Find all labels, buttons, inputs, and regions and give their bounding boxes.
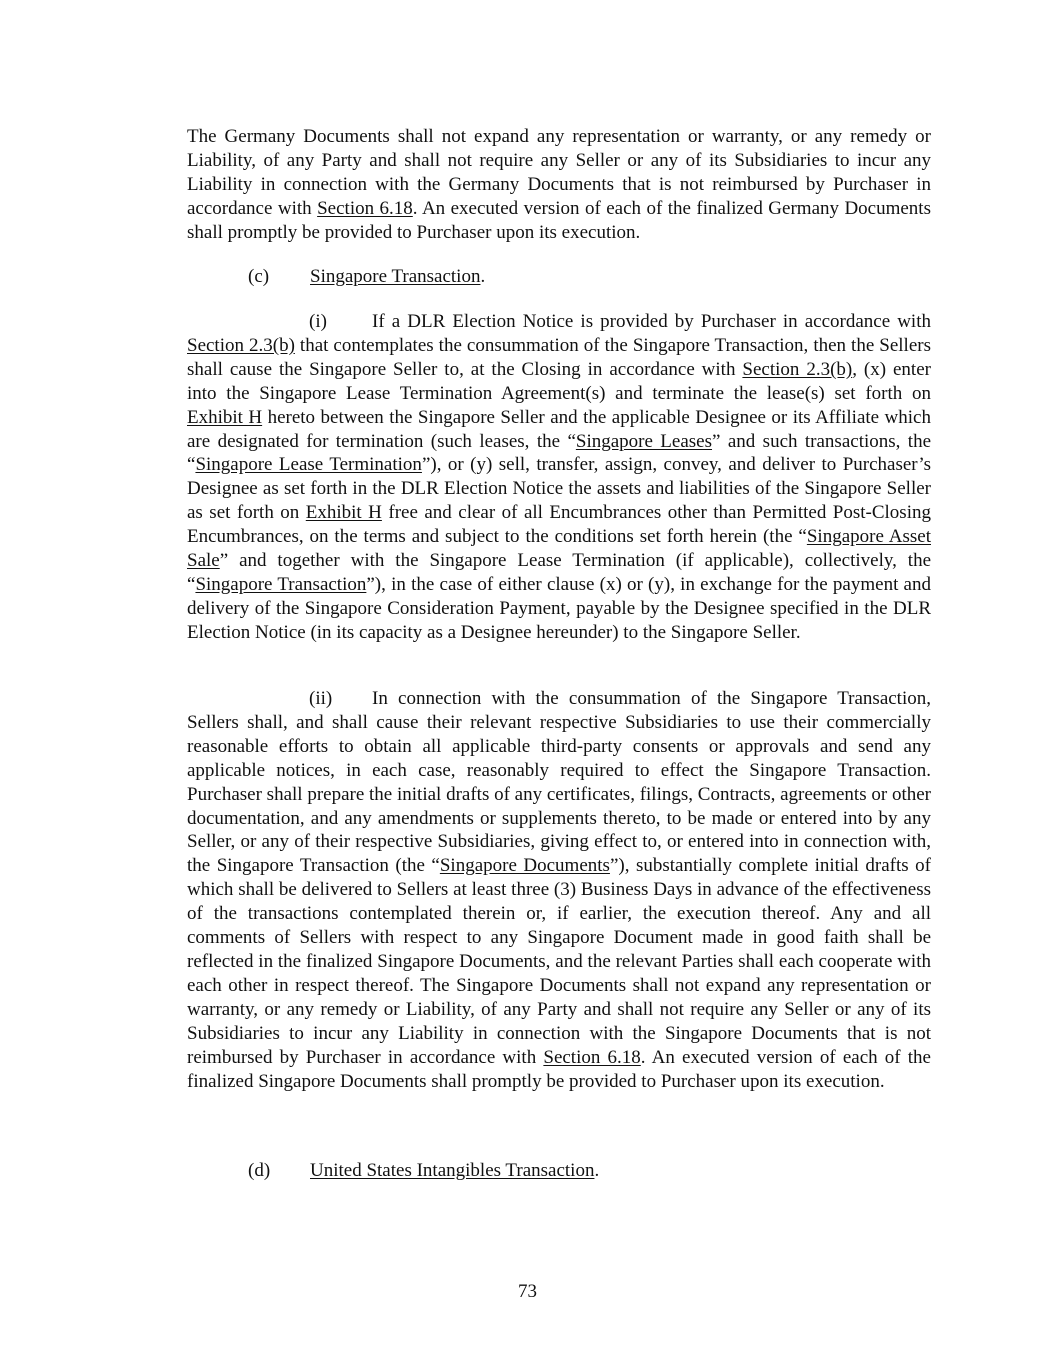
defined-term: Singapore Lease Termination xyxy=(195,454,422,476)
section-reference: Section 6.18 xyxy=(317,197,413,219)
defined-term: Singapore Leases xyxy=(575,430,713,452)
section-title: Singapore Transaction xyxy=(310,266,481,287)
text-run: . An executed version of each of the finalized Singapore Documents shall promptly be provided to Purchaser upon its execution. xyxy=(187,1046,931,1092)
text-run: that contemplates the consummation of the Singapore Transaction, then the Sellers shall cause the Singapore Seller to, at the Closing in accordance with xyxy=(187,334,931,380)
paragraph-c-i xyxy=(187,310,931,645)
text-run: If a DLR Election Notice is provided by Purchaser in accordance with xyxy=(372,311,931,332)
text-run: free and clear of all Encumbrances other than Permitted Post-Closing Encumbrances, on the terms and subject to the conditions set forth herein (the “ xyxy=(187,502,931,548)
defined-term: Singapore Documents xyxy=(439,855,610,877)
text-run: In connection with the consummation of the Singapore Transaction, Sellers shall, and shall cause their relevant respective Subsidiaries to use their commercially reasonable efforts to obtain all applicable third-party consents or approvals and send any applicable notices, in each case, reasonably required to effect the Singapore Transaction. Purchaser shall prepare the initial drafts of any certificates, filings, Contracts, agreements or other documentation, and any amendments or supplements thereto, to be made or entered into by any Seller, or any of their respective Subsidiaries, giving effect to, or entered into in connection with, the Singapore Transaction (the “ xyxy=(187,688,931,877)
section-title-period: . xyxy=(480,266,486,287)
subsection-label: (ii) xyxy=(309,688,333,709)
defined-term: Singapore Asset Sale xyxy=(187,526,931,572)
subsection-label: (i) xyxy=(309,311,327,332)
section-label: (d) xyxy=(248,1160,271,1181)
paragraph-c-ii xyxy=(187,687,931,1093)
section-label: (c) xyxy=(248,266,270,287)
exhibit-reference: Exhibit H xyxy=(305,502,382,524)
text-run: ” and together with the Singapore Lease Termination (if applicable), collectively, the “ xyxy=(187,550,931,595)
section-title-period: . xyxy=(594,1160,600,1181)
text-run: ”), in the case of either clause (x) or (y), in exchange for the payment and delivery of the Singapore Consideration Payment, payable by the Designee specified in the DLR Election Notice (in its capacity as a Designee hereunder) to the Singapore Seller. xyxy=(187,573,931,643)
section-reference: Section 2.3(b) xyxy=(742,358,853,380)
text-run: ” and such transactions, the “ xyxy=(187,430,932,476)
page-number: 73 xyxy=(518,1281,537,1302)
paragraph-germany-documents xyxy=(187,125,931,245)
text-run: . An executed version of each of the finalized Germany Documents shall promptly be provided to Purchaser upon its execution. xyxy=(187,197,931,243)
text-run: , (x) enter into the Singapore Lease Termination Agreement(s) and terminate the lease(s) set forth on xyxy=(187,358,931,404)
section-reference: Section 2.3(b) xyxy=(187,334,295,356)
section-title: United States Intangibles Transaction xyxy=(310,1160,595,1181)
section-reference: Section 6.18 xyxy=(543,1046,641,1068)
defined-term: Singapore Transaction xyxy=(195,573,367,595)
text-run: The Germany Documents shall not expand any representation or warranty, or any remedy or Liability, of any Party and shall not require any Seller or any of its Subsidiaries to incur any Liability in connection with the Germany Documents that is not reimbursed by Purchaser in accordance with xyxy=(187,126,931,219)
text-run: ”), or (y) sell, transfer, assign, convey, and deliver to Purchaser’s Designee as set forth in the DLR Election Notice the assets and liabilities of the Singapore Seller as set forth on xyxy=(187,454,931,524)
text-run: ”), substantially complete initial drafts of which shall be delivered to Sellers at least three (3) Business Days in advance of the effectiveness of the transactions contemplated therein or, if earlier, the execution thereof. Any and all comments of Sellers with respect to any Singapore Document made in good faith shall be reflected in the finalized Singapore Documents, and the relevant Parties shall each cooperate with each other in respect thereof. The Singapore Documents shall not expand any representation or warranty, or any remedy or Liability, of any Party and shall not require any Seller or any of its Subsidiaries to incur any Liability in connection with the Singapore Documents that is not reimbursed by Purchaser in accordance with xyxy=(187,855,931,1068)
text-run: hereto between the Singapore Seller and the applicable Designee or its Affiliate which are designated for termination (such leases, the “ xyxy=(187,406,931,452)
exhibit-reference: Exhibit H xyxy=(187,406,263,428)
